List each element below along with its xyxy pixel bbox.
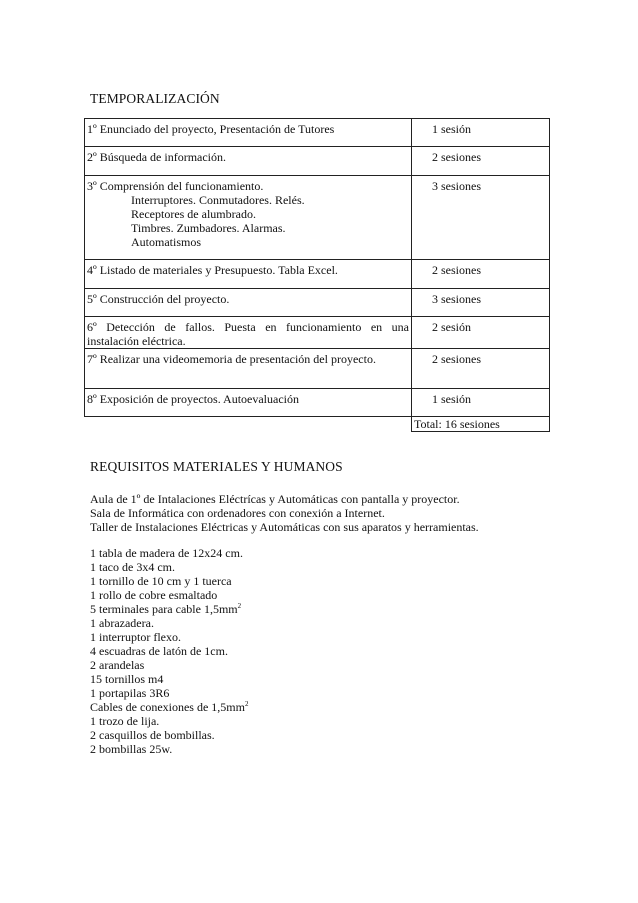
list-item: 2 arandelas: [90, 658, 145, 672]
list-item: [90, 700, 248, 714]
table-row: [85, 119, 550, 147]
task-cell: [85, 176, 412, 260]
table-row: [85, 349, 550, 389]
table-row: [85, 289, 550, 317]
list-item: 1 abrazadera.: [90, 616, 154, 630]
task-cell: 7º Realizar una videomemoria de presentación del proyecto.: [85, 349, 412, 389]
table-row: [85, 176, 550, 260]
list-item: 1 trozo de lija.: [90, 714, 160, 728]
duration-cell: 1 sesión: [412, 389, 550, 417]
superscript: 2: [244, 700, 249, 708]
temporalizacion-heading: TEMPORALIZACIÓN: [90, 91, 220, 106]
task-cell: 4º Listado de materiales y Presupuesto. Tabla Excel.: [85, 260, 412, 289]
intro-line: Aula de 1º de Intalaciones Eléctrícas y Automáticas con pantalla y proyector.: [90, 492, 460, 506]
superscript: 2: [237, 602, 242, 610]
list-item: 4 escuadras de latón de 1cm.: [90, 644, 228, 658]
duration-cell: 2 sesiones: [412, 260, 550, 289]
duration-cell: 1 sesión: [412, 119, 550, 147]
subitem: Receptores de alumbrado.: [131, 207, 256, 221]
list-item: 2 casquillos de bombillas.: [90, 728, 215, 742]
subitem: Automatismos: [131, 235, 202, 249]
list-item: 15 tornillos m4: [90, 672, 164, 686]
task-cell: 2º Búsqueda de información.: [85, 147, 412, 176]
list-item: 1 interruptor flexo.: [90, 630, 181, 644]
table-row: [85, 317, 550, 349]
subitem: Interruptores. Conmutadores. Relés.: [131, 193, 305, 207]
duration-cell: 2 sesiones: [412, 349, 550, 389]
requirements-intro: [90, 492, 479, 534]
intro-line: Sala de Informática con ordenadores con conexión a Internet.: [90, 506, 385, 520]
task-text: 3º Comprensión del funcionamiento.: [87, 179, 264, 193]
list-item: 1 tornillo de 10 cm y 1 tuerca: [90, 574, 232, 588]
list-item: [90, 602, 248, 616]
duration-cell: 2 sesiones: [412, 147, 550, 176]
list-item: 1 tabla de madera de 12x24 cm.: [90, 546, 243, 560]
intro-line: Taller de Instalaciones Eléctricas y Automáticas con sus aparatos y herramientas.: [90, 520, 479, 534]
list-item: 1 taco de 3x4 cm.: [90, 560, 175, 574]
table-row: [85, 147, 550, 176]
total-row: [85, 417, 550, 432]
task-cell: 6º Detección de fallos. Puesta en funcionamiento en una instalación eléctrica.: [85, 317, 412, 349]
subitem: Timbres. Zumbadores. Alarmas.: [131, 221, 286, 235]
schedule-table: [84, 118, 550, 432]
list-item: 1 portapilas 3R6: [90, 686, 170, 700]
total-cell: Total: 16 sesiones: [412, 417, 550, 432]
task-cell: 1º Enunciado del proyecto, Presentación de Tutores: [85, 119, 412, 147]
duration-cell: 2 sesión: [412, 317, 550, 349]
list-item: 1 rollo de cobre esmaltado: [90, 588, 218, 602]
list-item: 2 bombillas 25w.: [90, 742, 173, 756]
table-row: [85, 260, 550, 289]
duration-cell: 3 sesiones: [412, 289, 550, 317]
task-cell: 8º Exposición de proyectos. Autoevaluación: [85, 389, 412, 417]
list-item-text: 5 terminales para cable 1,5mm: [90, 602, 238, 616]
task-cell: 5º Construcción del proyecto.: [85, 289, 412, 317]
list-item-text: Cables de conexiones de 1,5mm: [90, 700, 245, 714]
materials-list: [90, 546, 248, 756]
table-row: [85, 389, 550, 417]
requisitos-heading: REQUISITOS MATERIALES Y HUMANOS: [90, 459, 343, 474]
duration-cell: 3 sesiones: [412, 176, 550, 260]
